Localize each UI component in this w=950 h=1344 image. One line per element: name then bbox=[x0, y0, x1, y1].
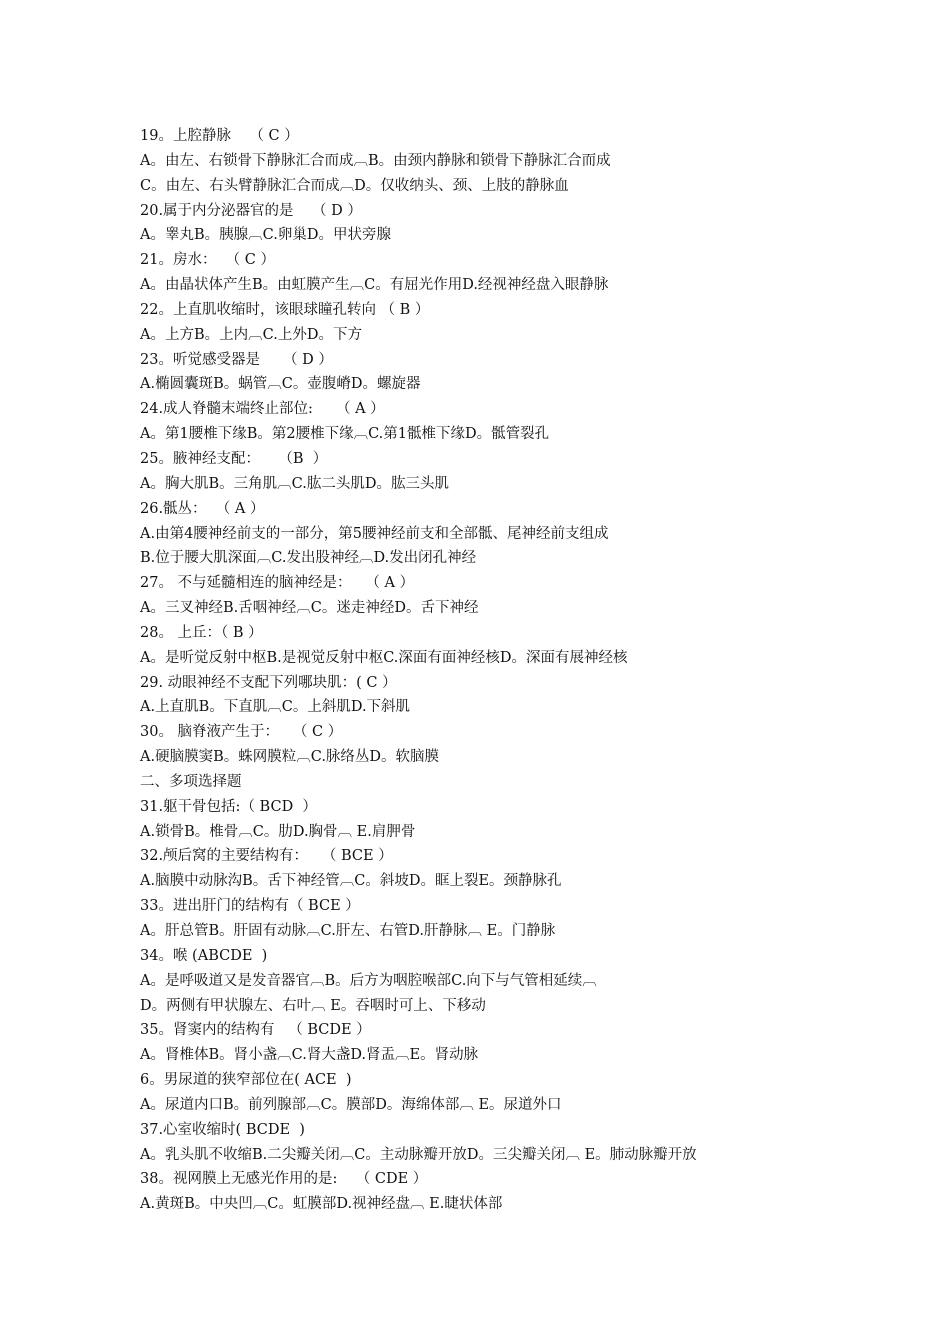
text-line: A。上方B。上内︹C.上外D。下方 bbox=[140, 326, 362, 343]
text-line: 30。 脑脊液产生于： （ C ） bbox=[140, 724, 343, 741]
text-line: A。肾椎体B。肾小盏︹C.肾大盏D.肾盂︹E。肾动脉 bbox=[140, 1047, 479, 1064]
text-line: B.位于腰大肌深面︹C.发出股神经︹D.发出闭孔神经 bbox=[140, 550, 477, 567]
text-line: C。由左、右头臂静脉汇合而成︹D。仅收纳头、颈、上肢的静脉血 bbox=[140, 177, 569, 194]
text-line: 37.心室收缩时( BCDE ) bbox=[140, 1121, 305, 1138]
text-line: 25。腋神经支配： （B ） bbox=[140, 450, 328, 467]
text-line: A。是呼吸道又是发音器官︹B。后方为咽腔喉部C.向下与气管相延续︹ bbox=[140, 972, 597, 989]
text-line: 26.骶丛： （ A ） bbox=[140, 500, 265, 517]
text-line: A。三叉神经B.舌咽神经︹C。迷走神经D。舌下神经 bbox=[140, 600, 479, 617]
text-line: A.脑膜中动脉沟B。舌下神经管︹C。斜坡D。眶上裂E。颈静脉孔 bbox=[140, 873, 562, 890]
text-line: 21。房水： （ C ） bbox=[140, 252, 275, 269]
text-line: 32.颅后窝的主要结构有： （ BCE ） bbox=[140, 848, 393, 865]
text-line: A.锁骨B。椎骨︹C。肋D.胸骨︹ E.肩胛骨 bbox=[140, 823, 416, 840]
text-line: 38。视网膜上无感光作用的是: （ CDE ） bbox=[140, 1171, 428, 1188]
text-line: A。是听觉反射中枢B.是视觉反射中枢C.深面有面神经核D。深面有展神经核 bbox=[140, 649, 628, 666]
text-line: 二、多项选择题 bbox=[140, 773, 242, 790]
text-line: A。肝总管B。肝固有动脉︹C.肝左、右管D.肝静脉︹ E。门静脉 bbox=[140, 923, 556, 939]
text-line: A。胸大肌B。三角肌︹C.肱二头肌D。肱三头肌 bbox=[140, 475, 449, 492]
text-line: A.椭圆囊斑B。蜗管︹C。壶腹嵴D。螺旋器 bbox=[140, 376, 421, 393]
question-list bbox=[140, 124, 920, 1217]
text-line: 20.属于内分泌器官的是 （ D ） bbox=[140, 202, 362, 219]
text-line: 35。肾窦内的结构有 （ BCDE ） bbox=[140, 1022, 371, 1039]
text-line: 22。上直肌收缩时，该眼球瞳孔转向 （ B ） bbox=[140, 301, 430, 318]
text-line: 31.躯干骨包括:（ BCD ） bbox=[140, 798, 317, 815]
text-line: 34。喉 (ABCDE ) bbox=[140, 947, 268, 964]
text-line: A.上直肌B。下直肌︹C。上斜肌D.下斜肌 bbox=[140, 699, 411, 716]
text-line: 24.成人脊髓末端终止部位: （ A ） bbox=[140, 401, 385, 418]
text-line: 23。听觉感受器是 （ D ） bbox=[140, 351, 333, 368]
text-line: 27。 不与延髓相连的脑神经是： （ A ） bbox=[140, 575, 415, 592]
text-line: A.由第4腰神经前支的一部分，第5腰神经前支和全部骶、尾神经前支组成 bbox=[140, 525, 609, 542]
text-line: A。睾丸B。胰腺︹C.卵巢D。甲状旁腺 bbox=[140, 227, 391, 244]
text-line: A.硬脑膜窦B。蛛网膜粒︹C.脉络丛D。软脑膜 bbox=[140, 749, 440, 766]
text-line: 6。男尿道的狭窄部位在( ACE ) bbox=[140, 1072, 352, 1089]
text-line: A。由左、右锁骨下静脉汇合而成︹B。由颈内静脉和锁骨下静脉汇合而成 bbox=[140, 152, 611, 169]
text-line: A。由晶状体产生B。由虹膜产生︹C。有屈光作用D.经视神经盘入眼静脉 bbox=[140, 277, 609, 294]
text-line: A。第1腰椎下缘B。第2腰椎下缘︹C.第1骶椎下缘D。骶管裂孔 bbox=[140, 426, 550, 443]
text-line: 19。上腔静脉 （ C ） bbox=[140, 128, 299, 144]
text-line: 28。 上丘：（ B ） bbox=[140, 624, 263, 641]
text-line: 29. 动眼神经不支配下列哪块肌：( C ） bbox=[140, 674, 397, 691]
text-line: D。两侧有甲状腺左、右叶︹ E。吞咽时可上、下移动 bbox=[140, 997, 486, 1014]
text-line: A.黄斑B。中央凹︹C。虹膜部D.视神经盘︹ E.睫状体部 bbox=[140, 1196, 503, 1213]
text-line: A。乳头肌不收缩B.二尖瓣关闭︹C。主动脉瓣开放D。三尖瓣关闭︹ E。肺动脉瓣开放 bbox=[140, 1146, 697, 1163]
text-line: 33。进出肝门的结构有（ BCE ） bbox=[140, 898, 360, 915]
text-line: A。尿道内口B。前列腺部︹C。膜部D。海绵体部︹ E。尿道外口 bbox=[140, 1096, 562, 1113]
